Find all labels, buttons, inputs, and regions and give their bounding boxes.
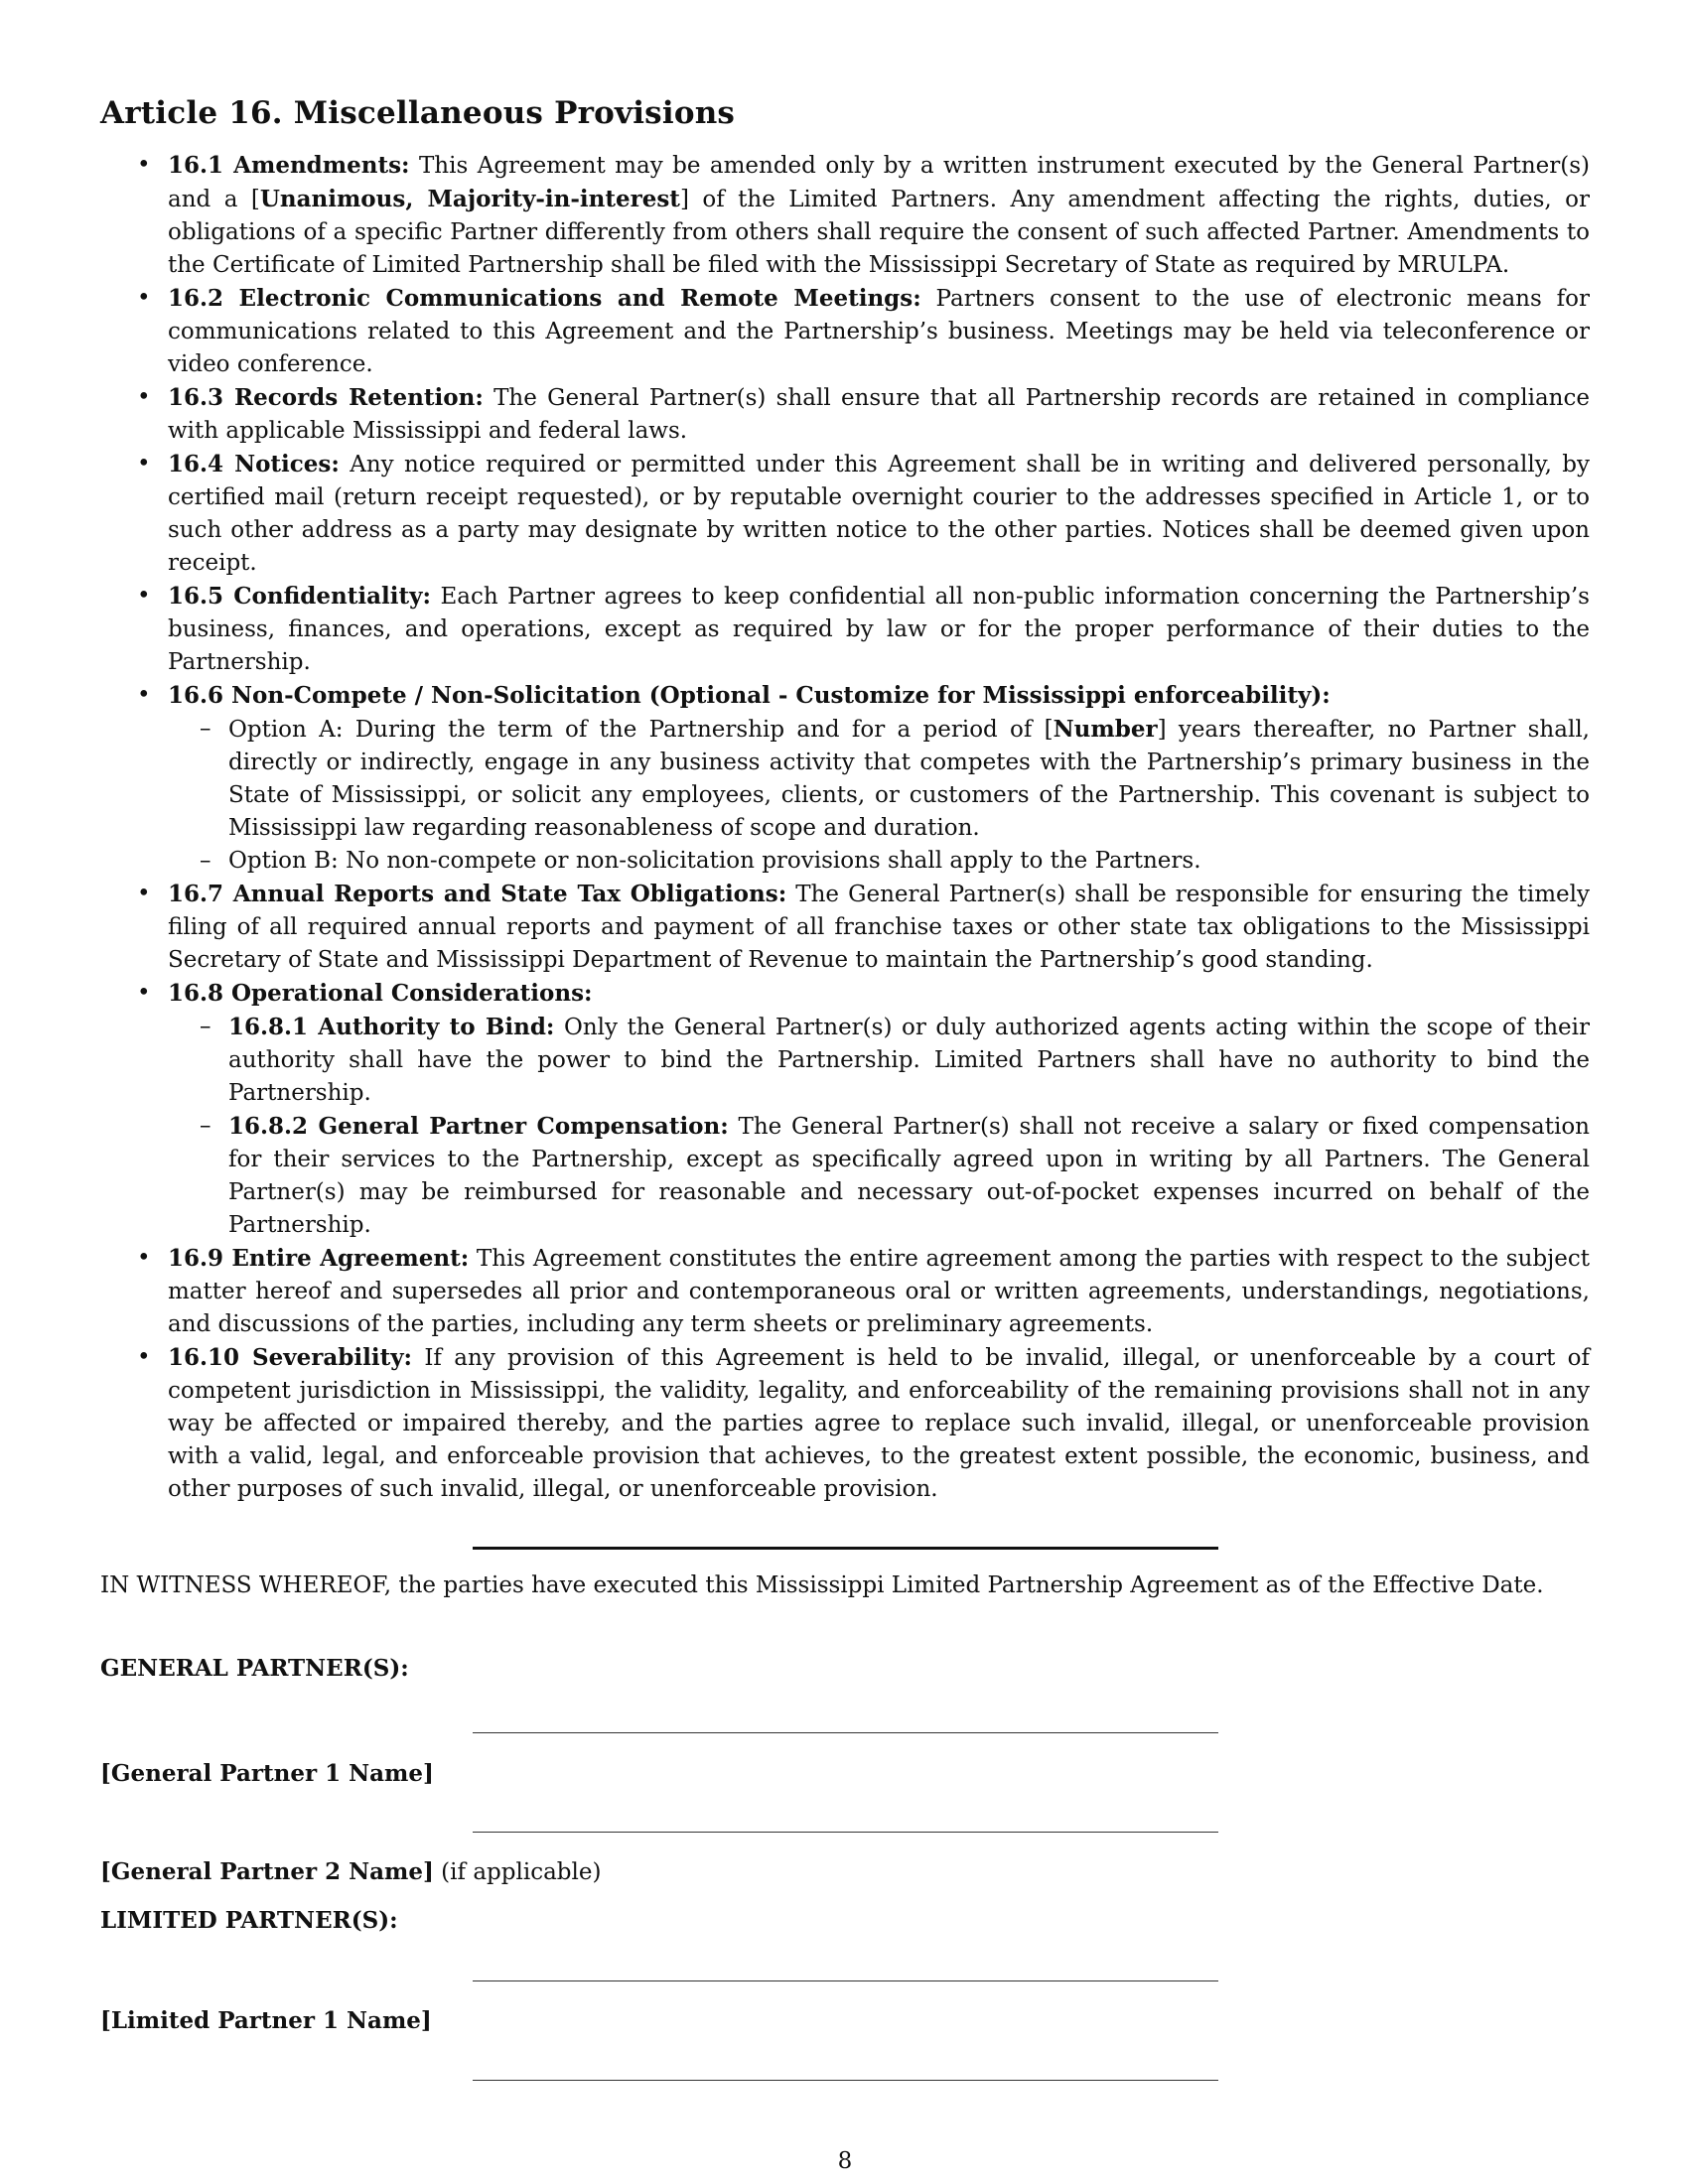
subprovision-list	[168, 1011, 1590, 1242]
option-text: Option B: No non-compete or non-solicitation provisions shall apply to the Partners.	[228, 848, 1201, 874]
provision-heading: 16.4 Notices:	[168, 451, 340, 478]
provision-text: Each Partner agrees to keep confidential all non-public information concerning the Partnership’s business, finances, and operations, except as required by law or for the proper performance of their duties to the Partnership.	[168, 584, 1590, 675]
subprovision-heading: 16.8.1 Authority to Bind:	[228, 1014, 555, 1040]
provision-text: Partners consent to the use of electronic means for communications related to this Agreement and the Partnership’s business. Meetings may be held via teleconference or video conference.	[168, 286, 1591, 377]
placeholder-bracket: Unanimous, Majority-in-interest	[259, 186, 680, 212]
article-title: Article 16. Miscellaneous Provisions	[100, 95, 736, 131]
provision-heading: 16.8 Operational Considerations:	[168, 980, 593, 1007]
provision-16-3	[100, 381, 1590, 448]
subprovision-text: Only the General Partner(s) or duly authorized agents acting within the scope of their authority shall have the power to bind the Partnership. Limited Partners shall have no authority to bind the Partnership.	[228, 1015, 1590, 1106]
provision-16-5	[100, 580, 1590, 679]
provision-options-list	[168, 713, 1590, 878]
gp2-note: (if applicable)	[433, 1859, 602, 1885]
provision-heading: 16.10 Severability:	[168, 1344, 413, 1371]
option-text: ] years thereafter, no Partner shall, directly or indirectly, engage in any business activity that competes with the Partnership’s primary business in the State of Mississippi, or solicit any employees, clients, or customers of the Partnership. This covenant is subject to Mississippi law regarding reasonableness of scope and duration.	[228, 717, 1590, 841]
provision-16-7	[100, 878, 1590, 977]
provision-16-9	[100, 1242, 1590, 1341]
lp1-name	[100, 2004, 432, 2038]
provision-text: Any notice required or permitted under this Agreement shall be in writing and delivered personally, by certified mail (return receipt requested), or by reputable overnight courier to the addresses specified in Article 1, or to such other address as a party may designate by written notice to the other parties. Notices shall be deemed given upon receipt.	[168, 452, 1590, 576]
gp1-name	[100, 1757, 434, 1791]
provision-16-6	[100, 679, 1590, 878]
option-b	[168, 845, 1590, 878]
provision-heading: 16.7 Annual Reports and State Tax Obligations:	[168, 881, 787, 907]
provision-heading: 16.2 Electronic Communications and Remote Meetings:	[168, 285, 921, 312]
provision-16-1	[100, 149, 1590, 282]
provision-text: The General Partner(s) shall ensure that all Partnership records are retained in compliance with applicable Mississippi and federal laws.	[168, 385, 1590, 444]
provision-text: If any provision of this Agreement is held to be invalid, illegal, or unenforceable by a court of competent jurisdiction in Mississippi, the validity, legality, and enforceability of the remaining provisions shall not in any way be affected or impaired thereby, and the parties agree to replace such invalid, illegal, or unenforceable provision with a valid, legal, and enforceable provision that achieves, to the greatest extent possible, the economic, business, and other purposes of such invalid, illegal, or unenforceable provision.	[168, 1345, 1590, 1502]
provision-16-10	[100, 1341, 1590, 1506]
lp1-name-label: [Limited Partner 1 Name]	[100, 2007, 432, 2034]
provision-heading: 16.6 Non-Compete / Non-Solicitation (Optional - Customize for Mississippi enforceability):	[168, 682, 1331, 709]
provision-16-2	[100, 282, 1590, 381]
provision-16-4	[100, 448, 1590, 580]
provision-text: This Agreement may be amended only by a written instrument executed by the General Partner(s) and a [	[168, 153, 1590, 212]
option-text: Option A: During the term of the Partnership and for a period of [	[228, 717, 1054, 743]
limited-partners-heading: LIMITED PARTNER(S):	[100, 1907, 398, 1934]
subprovision-16-8-1	[168, 1011, 1590, 1110]
provisions-list	[100, 149, 1590, 1506]
signature-line-gp2[interactable]	[473, 1832, 1218, 1833]
provision-heading: 16.3 Records Retention:	[168, 384, 484, 411]
subprovision-heading: 16.8.2 General Partner Compensation:	[228, 1113, 729, 1140]
placeholder-bracket: Number	[1053, 716, 1158, 743]
signature-line-gp1[interactable]	[473, 1732, 1218, 1733]
provision-heading: 16.1 Amendments:	[168, 152, 410, 179]
gp1-name-label: [General Partner 1 Name]	[100, 1760, 434, 1787]
page-number: 8	[837, 2148, 853, 2174]
provision-text: This Agreement constitutes the entire agreement among the parties with respect to the subject matter hereof and supersedes all prior and contemporaneous oral or written agreements, understandings, negotiations, and discussions of the parties, including any term sheets or preliminary agreements.	[168, 1246, 1590, 1337]
provision-text: The General Partner(s) shall be responsible for ensuring the timely filing of all required annual reports and payment of all franchise taxes or other state tax obligations to the Mississippi Secretary of State and Mississippi Department of Revenue to maintain the Partnership’s good standing.	[168, 882, 1590, 973]
subprovision-16-8-2	[168, 1110, 1590, 1242]
subprovision-text: The General Partner(s) shall not receive a salary or fixed compensation for their services to the Partnership, except as specifically agreed upon in writing by all Partners. The General Partner(s) may be reimbursed for reasonable and necessary out-of-pocket expenses incurred on behalf of the Partnership.	[228, 1114, 1590, 1238]
gp2-name	[100, 1855, 601, 1889]
provision-text: ] of the Limited Partners. Any amendment affecting the rights, duties, or obligations of a specific Partner differently from others shall require the consent of such affected Partner. Amendments to the Certificate of Limited Partnership shall be filed with the Mississippi Secretary of State as required by MRULPA.	[168, 187, 1590, 278]
general-partners-heading: GENERAL PARTNER(S):	[100, 1655, 409, 1682]
provision-16-8	[100, 977, 1590, 1242]
document-page	[100, 0, 1590, 2184]
signature-line-lp1[interactable]	[473, 1980, 1218, 1981]
witness-statement: IN WITNESS WHEREOF, the parties have executed this Mississippi Limited Partnership Agreement as of the Effective Date.	[100, 1572, 1544, 1598]
section-divider	[473, 1547, 1218, 1550]
gp2-name-label: [General Partner 2 Name]	[100, 1858, 434, 1885]
signature-line-extra[interactable]	[473, 2080, 1218, 2081]
provision-heading: 16.5 Confidentiality:	[168, 583, 431, 610]
option-a	[168, 713, 1590, 845]
provision-heading: 16.9 Entire Agreement:	[168, 1245, 470, 1272]
